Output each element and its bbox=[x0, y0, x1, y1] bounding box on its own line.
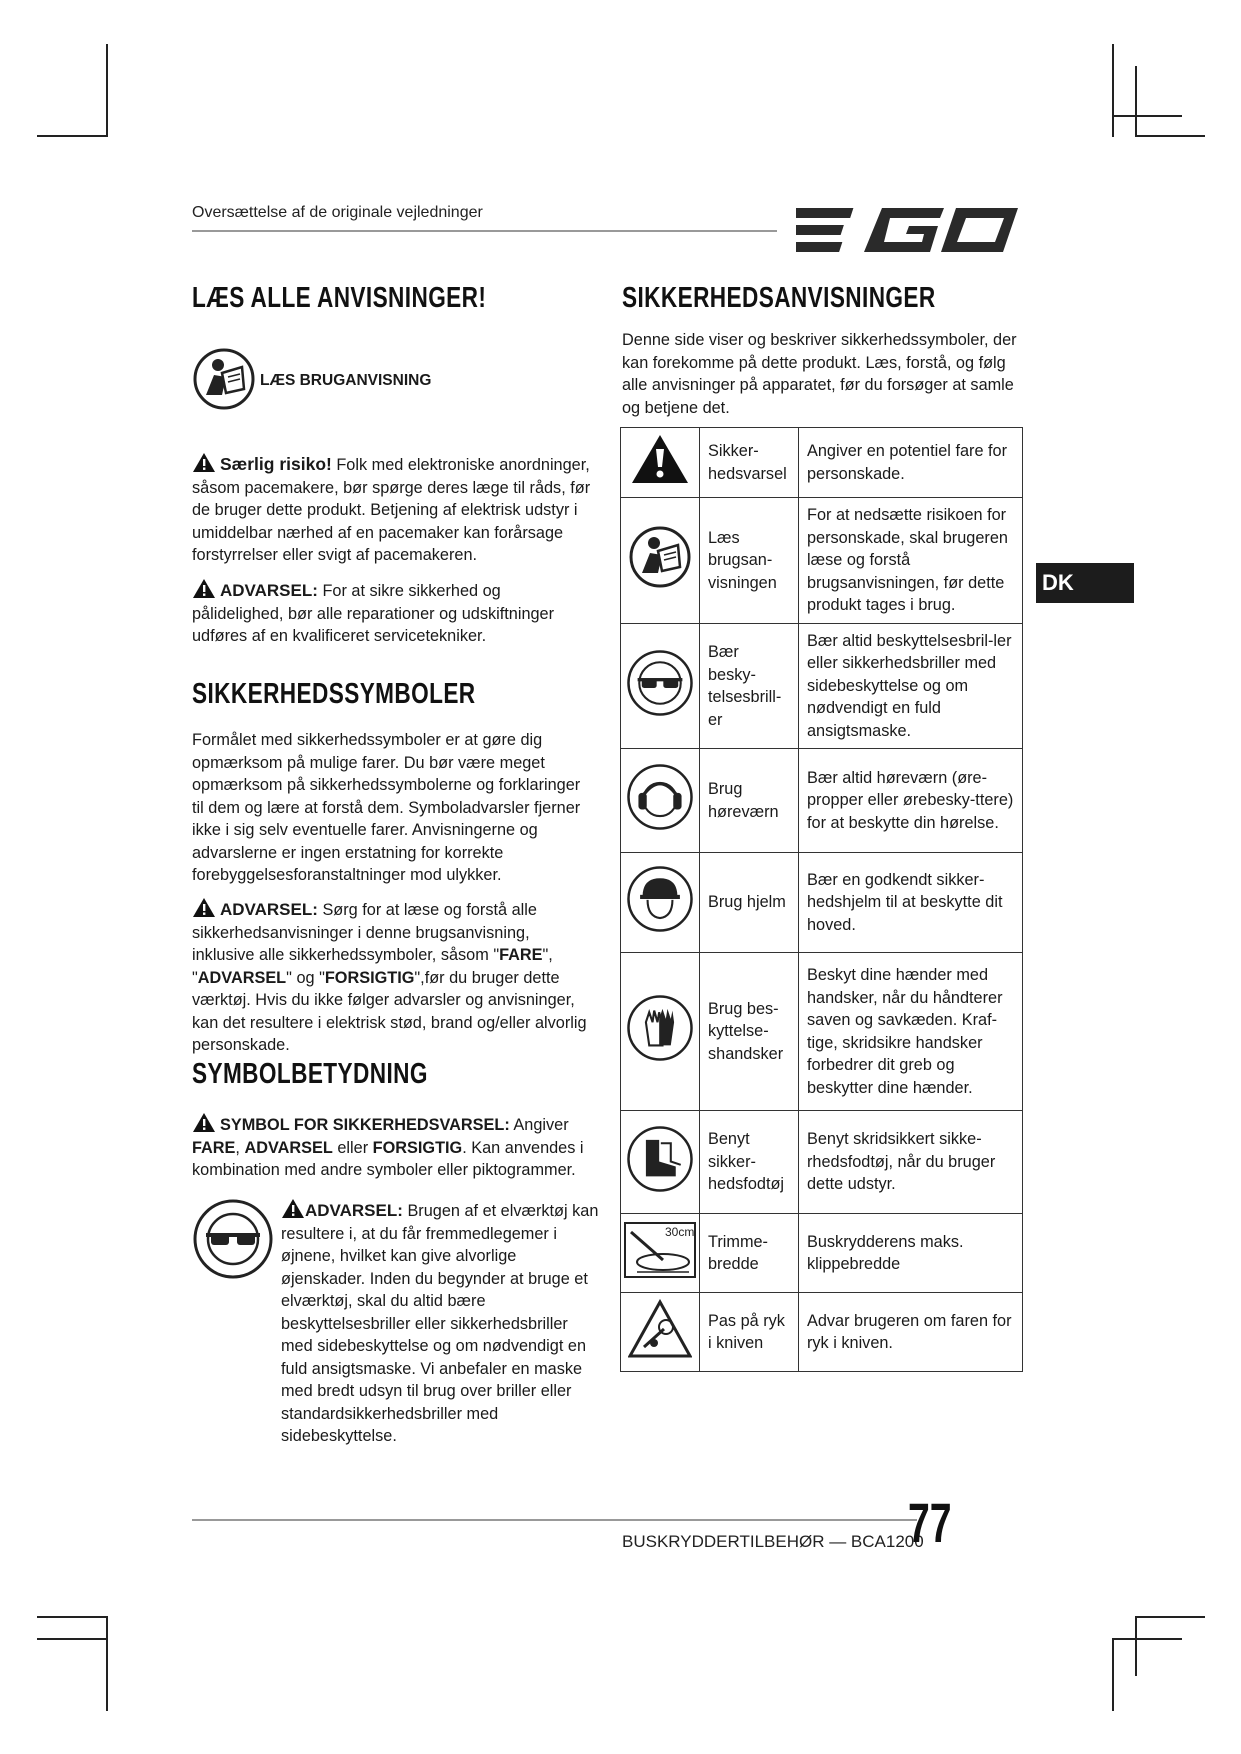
safety-boots-icon bbox=[626, 1125, 694, 1193]
helmet-icon bbox=[626, 865, 694, 933]
blade-thrust-icon bbox=[628, 1299, 692, 1359]
warning-triangle-icon bbox=[281, 1198, 305, 1219]
warning-triangle-icon bbox=[630, 433, 690, 485]
warning-triangle-icon bbox=[192, 1112, 216, 1133]
title-safety-symbols: SIKKERHEDSSYMBOLER bbox=[192, 678, 476, 710]
table-row: Brug hjelm Bær en godkendt sikker-hedshjelm til at beskytte dit hoved. bbox=[621, 853, 1023, 953]
pacemaker-warning: Særlig risiko! Folk med elektroniske anordninger, såsom pacemakere, bør spørge deres læge til råds, før de bruger dette produkt. Betjening af elektrisk udstyr i umiddelbar nærhed af en pacemaker kan forårsage forstyrrelser eller svigt af pacemakeren. bbox=[192, 454, 591, 564]
read-instructions-warning: ADVARSEL: Sørg for at læse og forstå alle sikkerhedsanvisninger i denne brugsanvisning, inklusive alle sikkerhedssymboler, såsom "FARE", "ADVARSEL" og "FORSIGTIG",før du bruger dette værktøj. Hvis du ikke følger advarsler og anvisninger, kan det resultere i elektrisk stød, brand og/eller alvorlig personskade. bbox=[192, 897, 594, 1057]
title-read-all: LÆS ALLE ANVISNINGER! bbox=[192, 282, 487, 314]
footer-title: BUSKRYDDERTILBEHØR — BCA1200 bbox=[622, 1532, 924, 1551]
read-manual-label: LÆS BRUGANVISNING bbox=[260, 372, 432, 389]
eye-injury-warning: ADVARSEL: Brugen af et elværktøj kan resultere i, at du får fremmedlegemer i øjnene, hvilket kan give alvorlige øjenskader. Inden du begynder at bruge et elværktøj, skal du altid bære beskyttelsesbriller eller sikkerhedsbriller med sidebeskyttelse og om nødvendigt en fuld ansigtsmaske. Vi anbefaler en maske med bredt udsyn til brug over briller eller standardsikkerhedsbriller med sidebeskyttelse. bbox=[281, 1198, 599, 1448]
language-tab: DK bbox=[1036, 563, 1134, 603]
repair-warning: ADVARSEL: For at sikre sikkerhed og pålidelighed, bør alle reparationer og udskiftninger udføres af en kvalificeret servicetekniker. bbox=[192, 578, 592, 648]
header-subtitle: Oversættelse af de originale vejledninger bbox=[192, 204, 483, 221]
read-manual-icon bbox=[192, 347, 256, 411]
symbols-purpose-text: Formålet med sikkerhedssymboler er at gøre dig opmærksom på mulige farer. Du bør være meget opmærksom på sikkerhedssymbolerne og forklaringer til dem og lære at forstå dem. Symboladvarsler fjerner ikke i sig selv eventuelle farer. Anvisningerne og advarslerne er ingen erstatning for korrekte forebyggelsesforanstaltninger mod ulykker. bbox=[192, 731, 581, 884]
gloves-icon bbox=[626, 994, 694, 1062]
cutting-width-icon bbox=[623, 1220, 697, 1280]
table-row: Benyt sikker- hedsfodtøj Benyt skridsikkert sikke-rhedsfodtøj, når du bruger dette udstyr. bbox=[621, 1111, 1023, 1214]
title-symbol-meaning: SYMBOLBETYDNING bbox=[192, 1058, 428, 1090]
warning-triangle-icon bbox=[192, 578, 216, 599]
safety-symbol-table bbox=[620, 427, 1023, 1372]
table-row: Pas på ryk i kniven Advar brugeren om faren for ryk i kniven. bbox=[621, 1293, 1023, 1372]
alert-symbol-text: SYMBOL FOR SIKKERHEDSVARSEL: Angiver FARE, ADVARSEL eller FORSIGTIG. Kan anvendes i kombination med andre symboler eller piktogrammer. bbox=[192, 1112, 594, 1182]
ear-protection-icon bbox=[626, 763, 694, 831]
safety-goggles-icon bbox=[626, 649, 694, 717]
svg-text:30cm: 30cm bbox=[665, 1224, 695, 1239]
table-row: Bær besky- telsesbrill- er Bær altid beskyttelsesbril-ler eller sikkerhedsbriller med sidebeskyttelse og om nødvendigt en fuld ansigtsmaske. bbox=[621, 624, 1023, 749]
table-row: Brug bes- kyttelse- shandsker Beskyt dine hænder med handsker, når du håndterer saven og savkæden. Kraf-tige, skridsikre handsker forbedrer dit greb og beskytter dine hænder. bbox=[621, 953, 1023, 1111]
safety-intro: Denne side viser og beskriver sikkerhedssymboler, der kan forekomme på dette produkt. Læs, forstå, og følg alle anvisninger på apparatet, før du forsøger at samle og betjene det. bbox=[622, 331, 1017, 417]
title-safety-instructions: SIKKERHEDSANVISNINGER bbox=[622, 282, 936, 314]
warning-triangle-icon bbox=[192, 897, 216, 918]
table-row: 30cm Trimme- bredde Buskrydderens maks. klippebredde bbox=[621, 1214, 1023, 1293]
footer-rule bbox=[192, 1519, 917, 1521]
table-row: Sikker- hedsvarsel Angiver en potentiel fare for personskade. bbox=[621, 428, 1023, 498]
warning-triangle-icon bbox=[192, 452, 216, 473]
ego-logo bbox=[796, 200, 1021, 260]
safety-goggles-icon bbox=[192, 1198, 274, 1280]
header-rule bbox=[192, 230, 777, 232]
table-row: Brug høreværn Bær altid høreværn (øre-propper eller ørebesky-ttere) for at beskytte din hørelse. bbox=[621, 749, 1023, 853]
table-row: Læs brugsan- visningen For at nedsætte risikoen for personskade, skal brugeren læse og forstå brugsanvisningen, før dette produkt tages i brug. bbox=[621, 498, 1023, 624]
page-number: 77 bbox=[908, 1491, 952, 1554]
read-manual-icon bbox=[628, 525, 692, 589]
